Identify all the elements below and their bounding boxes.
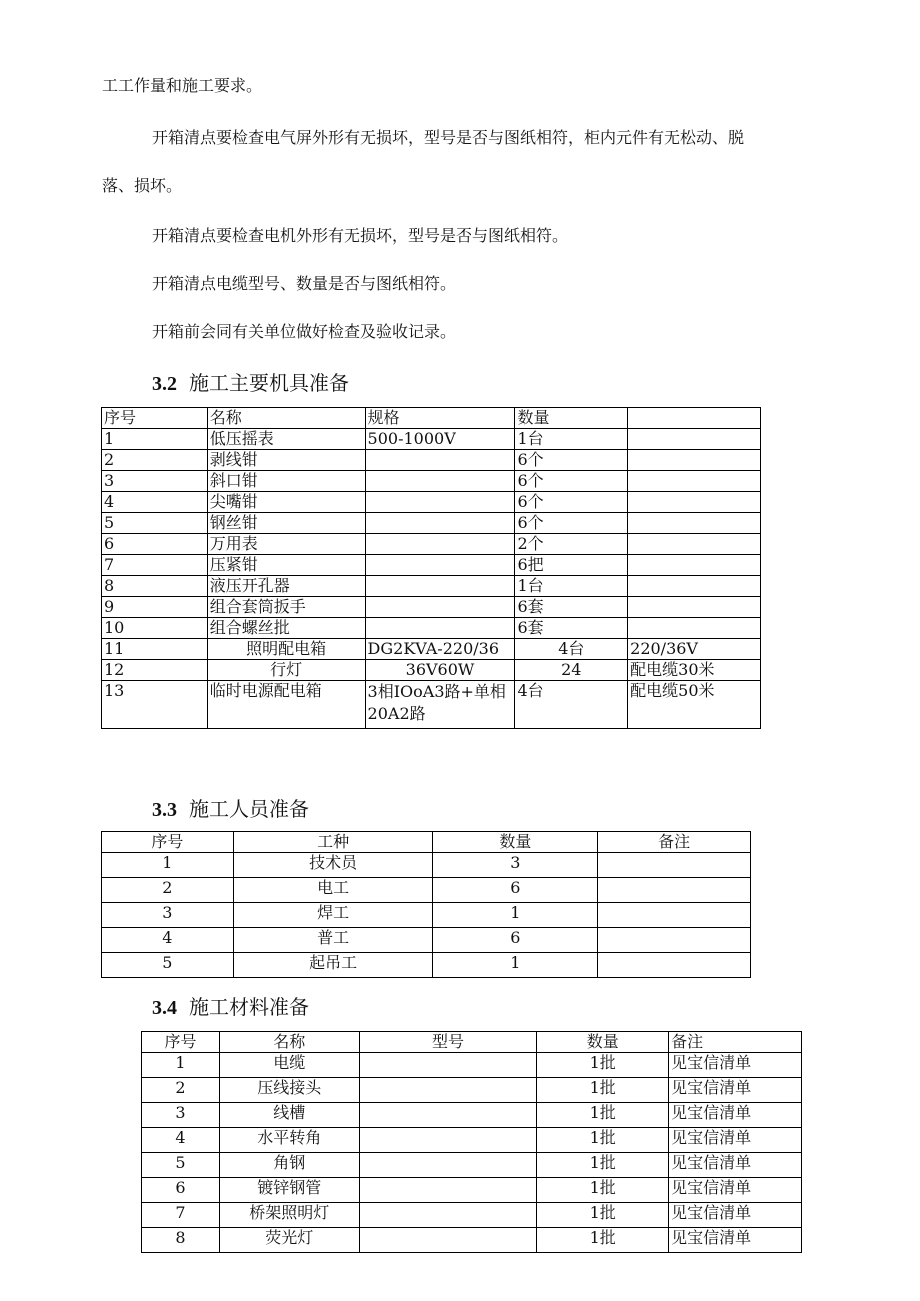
cell: 2个 [515, 534, 628, 555]
cell: 2 [142, 1078, 220, 1103]
section-title: 施工材料准备 [189, 995, 309, 1019]
cell: 13 [102, 681, 208, 729]
cell [359, 1153, 537, 1178]
cell: 6个 [515, 450, 628, 471]
cell: 4 [142, 1128, 220, 1153]
header-cell: 序号 [102, 408, 208, 429]
cell: 行灯 [207, 660, 365, 681]
cell: 2 [102, 450, 208, 471]
table-row [142, 1053, 802, 1078]
paragraph-3: 开箱清点要检查电机外形有无损坏，型号是否与图纸相符。 [152, 226, 569, 245]
section-heading-materials [152, 994, 309, 1021]
cell: 7 [142, 1203, 220, 1228]
cell: 起吊工 [233, 953, 433, 978]
header-cell: 数量 [433, 832, 598, 853]
table-row [102, 450, 761, 471]
table-row [102, 903, 751, 928]
table-row [102, 534, 761, 555]
table-row [102, 513, 761, 534]
cell: 见宝信清单 [669, 1203, 802, 1228]
cell [598, 878, 751, 903]
paragraph-5: 开箱前会同有关单位做好检查及验收记录。 [152, 322, 457, 341]
header-cell: 型号 [359, 1032, 537, 1053]
cell [365, 618, 515, 639]
cell: 液压开孔器 [207, 576, 365, 597]
cell [598, 953, 751, 978]
cell: 6 [142, 1178, 220, 1203]
header-cell [628, 408, 761, 429]
cell: 8 [142, 1228, 220, 1253]
cell: 4 [102, 928, 234, 953]
cell: 钢丝钳 [207, 513, 365, 534]
table-row [142, 1153, 802, 1178]
header-cell: 名称 [219, 1032, 359, 1053]
paragraph-2-cont: 落、损坏。 [102, 176, 183, 195]
cell: 剥线钳 [207, 450, 365, 471]
cell: 1批 [537, 1153, 669, 1178]
cell: 斜口钳 [207, 471, 365, 492]
cell: 见宝信清单 [669, 1053, 802, 1078]
cell: 技术员 [233, 853, 433, 878]
cell [359, 1103, 537, 1128]
cell: 1 [433, 903, 598, 928]
paragraph-4: 开箱清点电缆型号、数量是否与图纸相符。 [152, 274, 457, 293]
header-cell: 序号 [102, 832, 234, 853]
cell [628, 450, 761, 471]
table-row [142, 1078, 802, 1103]
table-row [142, 1228, 802, 1253]
table-row [102, 878, 751, 903]
section-number: 3.4 [152, 997, 177, 1019]
cell [628, 471, 761, 492]
section-title: 施工人员准备 [189, 797, 309, 821]
cell: 组合螺丝批 [207, 618, 365, 639]
cell [598, 928, 751, 953]
table-row [102, 471, 761, 492]
cell: 1 [433, 953, 598, 978]
cell: 1台 [515, 429, 628, 450]
cell: 3 [433, 853, 598, 878]
cell [359, 1203, 537, 1228]
cell: 1台 [515, 576, 628, 597]
cell [359, 1078, 537, 1103]
cell: 6 [433, 878, 598, 903]
table-row [102, 681, 761, 729]
table-row [102, 429, 761, 450]
cell: 见宝信清单 [669, 1178, 802, 1203]
header-cell: 数量 [537, 1032, 669, 1053]
cell [365, 492, 515, 513]
table-header-row [142, 1032, 802, 1053]
cell: 1批 [537, 1078, 669, 1103]
header-cell: 序号 [142, 1032, 220, 1053]
header-cell: 名称 [207, 408, 365, 429]
cell [365, 450, 515, 471]
cell [628, 492, 761, 513]
cell [365, 597, 515, 618]
header-cell: 数量 [515, 408, 628, 429]
table-row [102, 928, 751, 953]
cell [628, 534, 761, 555]
cell: 3 [102, 903, 234, 928]
cell [628, 429, 761, 450]
cell: 5 [102, 513, 208, 534]
cell [359, 1178, 537, 1203]
cell: 12 [102, 660, 208, 681]
cell: 5 [102, 953, 234, 978]
table-header-row [102, 408, 761, 429]
cell: 6个 [515, 492, 628, 513]
cell: 220/36V [628, 639, 761, 660]
table-row [102, 953, 751, 978]
cell: 配电缆50米 [628, 681, 761, 729]
header-cell: 规格 [365, 408, 515, 429]
section-heading-tools [152, 370, 349, 397]
table-row [102, 660, 761, 681]
cell: 桥架照明灯 [219, 1203, 359, 1228]
cell: 6 [433, 928, 598, 953]
cell: 2 [102, 878, 234, 903]
cell: 尖嘴钳 [207, 492, 365, 513]
cell: 万用表 [207, 534, 365, 555]
cell: 照明配电箱 [207, 639, 365, 660]
paragraph-1: 工工作量和施工要求。 [102, 76, 263, 95]
cell: 压紧钳 [207, 555, 365, 576]
cell: 水平转角 [219, 1128, 359, 1153]
cell: 电工 [233, 878, 433, 903]
cell: 24 [515, 660, 628, 681]
table-row [102, 639, 761, 660]
cell: 4台 [515, 681, 628, 729]
section-heading-staff [152, 796, 309, 823]
cell: 压线接头 [219, 1078, 359, 1103]
staff-table [101, 831, 751, 978]
cell: 见宝信清单 [669, 1128, 802, 1153]
cell: 临时电源配电箱 [207, 681, 365, 729]
cell: 6把 [515, 555, 628, 576]
cell [628, 597, 761, 618]
cell: 4台 [515, 639, 628, 660]
paragraph-2: 开箱清点要检查电气屏外形有无损坏，型号是否与图纸相符，柜内元件有无松动、脱 [152, 128, 745, 147]
cell: 6个 [515, 471, 628, 492]
cell: 3 [142, 1103, 220, 1128]
cell [598, 903, 751, 928]
cell: 6个 [515, 513, 628, 534]
cell: 组合套筒扳手 [207, 597, 365, 618]
cell: 1批 [537, 1128, 669, 1153]
section-number: 3.2 [152, 373, 177, 395]
cell [365, 576, 515, 597]
cell: 3相IOoA3路+单相20A2路 [365, 681, 515, 729]
header-cell: 备注 [669, 1032, 802, 1053]
cell: 荧光灯 [219, 1228, 359, 1253]
cell: 4 [102, 492, 208, 513]
table-row [142, 1128, 802, 1153]
cell: 镀锌钢管 [219, 1178, 359, 1203]
cell: 6 [102, 534, 208, 555]
cell: 8 [102, 576, 208, 597]
table-row [102, 576, 761, 597]
cell: 见宝信清单 [669, 1078, 802, 1103]
cell: 11 [102, 639, 208, 660]
table-row [102, 853, 751, 878]
materials-table [141, 1031, 802, 1253]
cell: 普工 [233, 928, 433, 953]
header-cell: 工种 [233, 832, 433, 853]
cell [628, 618, 761, 639]
cell: 10 [102, 618, 208, 639]
cell: 1 [102, 429, 208, 450]
cell: 配电缆30米 [628, 660, 761, 681]
table-row [142, 1103, 802, 1128]
table-row [142, 1203, 802, 1228]
cell: 低压摇表 [207, 429, 365, 450]
cell [628, 576, 761, 597]
cell: 1 [142, 1053, 220, 1078]
cell: 5 [142, 1153, 220, 1178]
cell: 1批 [537, 1203, 669, 1228]
section-number: 3.3 [152, 799, 177, 821]
cell [365, 534, 515, 555]
table-row [142, 1178, 802, 1203]
cell: 焊工 [233, 903, 433, 928]
section-title: 施工主要机具准备 [189, 371, 349, 395]
cell [628, 555, 761, 576]
cell: 1 [102, 853, 234, 878]
cell [628, 513, 761, 534]
table-row [102, 555, 761, 576]
cell [359, 1053, 537, 1078]
cell: 1批 [537, 1053, 669, 1078]
cell: 1批 [537, 1228, 669, 1253]
cell: 7 [102, 555, 208, 576]
cell: 6套 [515, 618, 628, 639]
table-row [102, 492, 761, 513]
table-row [102, 597, 761, 618]
cell [359, 1228, 537, 1253]
header-cell: 备注 [598, 832, 751, 853]
cell: 角钢 [219, 1153, 359, 1178]
cell: 1批 [537, 1103, 669, 1128]
cell: 500-1000V [365, 429, 515, 450]
cell: 36V60W [365, 660, 515, 681]
tools-table [101, 407, 761, 729]
cell: 3 [102, 471, 208, 492]
cell: 电缆 [219, 1053, 359, 1078]
cell [365, 513, 515, 534]
cell: 1批 [537, 1178, 669, 1203]
cell [365, 471, 515, 492]
cell: 线槽 [219, 1103, 359, 1128]
cell: 见宝信清单 [669, 1103, 802, 1128]
cell: 6套 [515, 597, 628, 618]
cell [365, 555, 515, 576]
cell: 见宝信清单 [669, 1228, 802, 1253]
cell [359, 1128, 537, 1153]
table-row [102, 618, 761, 639]
cell: DG2KVA-220/36 [365, 639, 515, 660]
cell: 9 [102, 597, 208, 618]
cell [598, 853, 751, 878]
table-header-row [102, 832, 751, 853]
cell: 见宝信清单 [669, 1153, 802, 1178]
